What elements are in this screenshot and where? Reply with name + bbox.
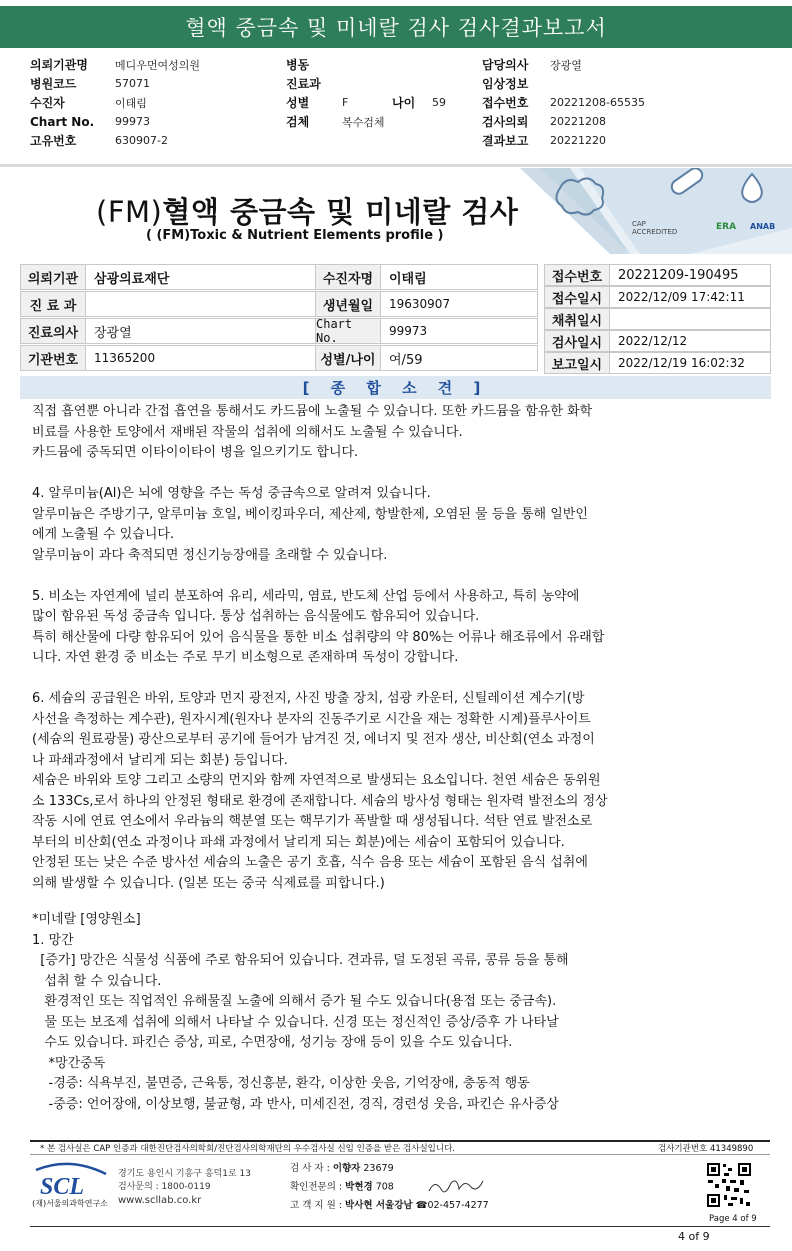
summary-line: 세슘은 바위와 토양 그리고 소량의 먼지와 함께 자연적으로 발생되는 요소입니다. 천연 세슘은 동위원 bbox=[32, 773, 601, 788]
info-value: 이태림 bbox=[380, 264, 538, 290]
info-value: 99973 bbox=[380, 318, 538, 344]
summary-line: 니다. 자연 환경 중 비소는 주로 무기 비소형으로 존재하며 독성이 강합니다. bbox=[32, 650, 459, 665]
lab-name: (재)서울의과학연구소 bbox=[32, 1199, 108, 1208]
summary-line: 안정된 또는 낮은 수준 방사선 세슘의 노출은 공기 호흡, 식수 음용 또는 세슘이 포함된 음식 섭취에 bbox=[32, 855, 588, 870]
logo-text: SCL bbox=[40, 1174, 85, 1200]
info-label: 생년월일 bbox=[315, 291, 381, 317]
qr-code-icon bbox=[706, 1162, 752, 1208]
info-label: 수진자명 bbox=[315, 264, 381, 290]
mineral-line: 물 또는 보조제 섭취에 의해서 나타날 수 있습니다. 신경 또는 정신적인 증상/증후 가 나타날 bbox=[32, 1014, 559, 1030]
scl-logo bbox=[30, 1160, 110, 1220]
summary-line: 소 133Cs,로서 하나의 안정된 형태로 환경에 존재합니다. 세슘의 방사성 형태는 원자력 발전소의 정상 bbox=[32, 793, 608, 809]
header-key: 임상정보 bbox=[482, 77, 529, 91]
summary-line: 의해 발생할 수 있습니다. (일본 또는 중국 식제료를 피합니다.) bbox=[32, 875, 385, 891]
header-value: 59 bbox=[432, 96, 446, 109]
mineral-line: -중증: 언어장애, 이상보행, 불균형, 과 반사, 미세진전, 경직, 경련성 웃음, 파킨슨 유사증상 bbox=[32, 1096, 559, 1112]
mineral-section bbox=[32, 910, 772, 1115]
decorative-graphic bbox=[520, 168, 792, 254]
info-label: 채취일시 bbox=[544, 308, 610, 330]
header-key: 나이 bbox=[392, 96, 416, 110]
summary-line: 직접 흡연뿐 아니라 간접 흡연을 통해서도 카드뮴에 노출될 수 있습니다. 또한 카드뮴을 함유한 화학 bbox=[32, 404, 593, 419]
signatures bbox=[290, 1160, 489, 1214]
header-value: 20221208-65535 bbox=[550, 96, 645, 109]
summary-line: 많이 함유된 독성 중금속 입니다. 통상 섭취하는 음식물에도 함유되어 있습니다. bbox=[32, 609, 480, 624]
header-value: 장광열 bbox=[550, 58, 582, 72]
header-key: 검사의뢰 bbox=[482, 115, 529, 129]
info-value: 20221209-190495 bbox=[609, 264, 771, 286]
handwritten-signature bbox=[427, 1177, 487, 1197]
lab-number: 검사기관번호 41349890 bbox=[658, 1144, 754, 1154]
summary-line: 특히 해산물에 다량 함유되어 있어 음식물을 통한 비소 섭취량의 약 80%는 어류나 해조류에서 유래합 bbox=[32, 629, 605, 645]
summary-line: 에게 노출될 수 있습니다. bbox=[32, 527, 175, 542]
summary-line: 카드뮴에 중독되면 이타이이타이 병을 일으키기도 합니다. bbox=[32, 445, 359, 460]
info-label: 성별/나이 bbox=[315, 345, 381, 371]
info-label: 기관번호 bbox=[20, 345, 86, 371]
sig-no: 23679 bbox=[363, 1163, 394, 1174]
address-line: 경기도 용인시 기흥구 흥덕1로 13 bbox=[118, 1169, 251, 1179]
header-key: 의뢰기관명 bbox=[30, 58, 88, 72]
header-key: 검체 bbox=[286, 115, 310, 129]
header-value: 이태림 bbox=[115, 96, 147, 110]
header-value: 57071 bbox=[115, 77, 150, 90]
header-key: 성별 bbox=[286, 96, 310, 110]
cap-badge: CAP ACCREDITED bbox=[632, 220, 678, 236]
header-key: Chart No. bbox=[30, 114, 95, 129]
certification-note: * 본 검사실은 CAP 인증과 대한진단검사의학회/진단검사의학재단의 우수검사실 신임 인증을 받은 검사실입니다. bbox=[40, 1144, 455, 1154]
header-value: 99973 bbox=[115, 115, 150, 128]
page-indicator: 4 of 9 bbox=[678, 1230, 710, 1243]
header-value: 메디우먼여성의원 bbox=[115, 58, 201, 72]
summary-line: 6. 세슘의 공급원은 바위, 토양과 먼지 광전지, 사진 방출 장치, 섬광 카운터, 신틸레이션 계수기(방 bbox=[32, 691, 585, 706]
info-value: 2022/12/12 bbox=[609, 330, 771, 352]
summary-line: 나 파쇄과정에서 날리게 되는 회분) 등입니다. bbox=[32, 752, 288, 768]
info-value bbox=[85, 291, 316, 317]
summary-line: 사선을 측정하는 계수관), 원자시계(원자나 분자의 진동주기로 시간을 재는 정확한 시계)플루사이트 bbox=[32, 711, 591, 727]
mineral-line: *미네랄 [영양원소] bbox=[32, 912, 141, 927]
info-label: Chart No. bbox=[315, 318, 381, 344]
summary-line: 5. 비소는 자연계에 널리 분포하여 유리, 세라믹, 염료, 반도체 산업 등에서 사용하고, 특히 농약에 bbox=[32, 588, 580, 604]
header-key: 접수번호 bbox=[482, 96, 529, 110]
info-value: 11365200 bbox=[85, 345, 316, 371]
sig-name: 이향자 bbox=[332, 1163, 361, 1174]
sig-name: 박현경 bbox=[345, 1181, 373, 1193]
mineral-line: -경증: 식욕부진, 불면증, 근육통, 정신흥분, 환각, 이상한 웃음, 기억장애, 충동적 행동 bbox=[32, 1076, 530, 1091]
test-subtitle: ( (FM)Toxic & Nutrient Elements profile ) bbox=[146, 228, 444, 243]
page-indicator-small: Page 4 of 9 bbox=[709, 1214, 757, 1224]
sig-key: 검 사 자 : bbox=[290, 1163, 330, 1174]
info-value: 2022/12/09 17:42:11 bbox=[609, 286, 771, 308]
mineral-line: 환경적인 또는 직업적인 유해물질 노출에 의해서 증가 될 수도 있습니다(용접 또는 중금속). bbox=[32, 994, 557, 1009]
sig-key: 확인전문의 : bbox=[290, 1181, 343, 1193]
anab-badge: ANAB bbox=[750, 222, 776, 231]
summary-body bbox=[32, 402, 772, 894]
header-value: F bbox=[342, 96, 349, 109]
info-value: 19630907 bbox=[380, 291, 538, 317]
summary-line: 작동 시에 연료 연소에서 우라늄의 핵분열 또는 핵무기가 폭발할 때 생성됩니다. 석탄 연료 발전소로 bbox=[32, 814, 593, 829]
footer-divider bbox=[30, 1226, 770, 1227]
info-label: 의뢰기관 bbox=[20, 264, 86, 290]
info-label: 검사일시 bbox=[544, 330, 610, 352]
header-value: 20221208 bbox=[550, 115, 606, 128]
phone-line: 검사문의 : 1800-0119 bbox=[118, 1182, 211, 1192]
summary-line: 비료를 사용한 토양에서 재배된 작물의 섭취에 의해서도 노출될 수 있습니다. bbox=[32, 424, 463, 440]
blank-line bbox=[32, 464, 772, 485]
footer-divider bbox=[30, 1154, 770, 1155]
summary-line: 알루미늄은 주방기구, 알루미늄 호일, 베이킹파우더, 제산제, 항발한제, 오염된 물 등을 통해 일반인 bbox=[32, 506, 588, 522]
lab-address bbox=[118, 1168, 251, 1207]
mineral-line: [증가] 망간은 식물성 식품에 주로 함유되어 있습니다. 견과류, 덜 도정된 곡류, 콩류 등을 통해 bbox=[32, 953, 569, 968]
patient-info-table bbox=[20, 264, 771, 374]
website-link[interactable]: www.scllab.co.kr bbox=[118, 1195, 202, 1206]
info-value bbox=[609, 308, 771, 330]
title-prefix: (FM) bbox=[96, 195, 163, 229]
sig-key: 고 객 지 원 : bbox=[290, 1200, 342, 1211]
blank-line bbox=[32, 669, 772, 690]
header-value: 630907-2 bbox=[115, 134, 168, 147]
info-value: 삼광의료재단 bbox=[85, 264, 316, 290]
header-value: 복수검체 bbox=[342, 115, 385, 129]
sig-no: 708 bbox=[375, 1181, 394, 1193]
summary-line: 4. 알루미늄(Al)은 뇌에 영향을 주는 독성 중금속으로 알려져 있습니다. bbox=[32, 486, 431, 501]
info-label: 접수번호 bbox=[544, 264, 610, 286]
test-title bbox=[96, 190, 518, 231]
report-banner-title: 혈액 중금속 및 미네랄 검사 검사결과보고서 bbox=[0, 6, 792, 48]
header-key: 병동 bbox=[286, 58, 310, 72]
mineral-line: 수도 있습니다. 파킨슨 증상, 피로, 수면장애, 성기능 장애 등이 있을 수도 있습니다. bbox=[32, 1035, 513, 1050]
info-label: 보고일시 bbox=[544, 352, 610, 374]
support-phone: ☎02-457-4277 bbox=[415, 1200, 489, 1211]
title-main-text: 혈액 중금속 및 미네랄 검사 bbox=[162, 195, 519, 229]
info-value: 2022/12/19 16:02:32 bbox=[609, 352, 771, 374]
summary-line: (세슘의 원료광물) 광산으로부터 공기에 들어가 남겨진 것, 에너지 및 전자 생산, 비산회(연소 과정이 bbox=[32, 732, 595, 747]
header-key: 고유번호 bbox=[30, 134, 77, 148]
header-key: 진료과 bbox=[286, 77, 321, 91]
era-badge: ERA bbox=[716, 222, 737, 232]
header-divider bbox=[0, 164, 792, 167]
header-value: 20221220 bbox=[550, 134, 606, 147]
info-label: 진료의사 bbox=[20, 318, 86, 344]
info-value: 장광열 bbox=[85, 318, 316, 344]
summary-line: 부터의 비산회(연소 과정이나 파쇄 과정에서 날리게 되는 회분)에는 세슘이 포함되어 있습니다. bbox=[32, 834, 565, 850]
mineral-line: *망간중독 bbox=[32, 1055, 106, 1071]
info-label: 진 료 과 bbox=[20, 291, 86, 317]
header-key: 결과보고 bbox=[482, 134, 529, 148]
summary-header: [ 종 합 소 견 ] bbox=[20, 376, 771, 399]
info-value: 여/59 bbox=[380, 345, 538, 371]
mineral-line: 1. 망간 bbox=[32, 932, 74, 948]
summary-line: 알루미늄이 과다 축적되면 정신기능장애를 초래할 수 있습니다. bbox=[32, 547, 388, 563]
header-key: 담당의사 bbox=[482, 58, 529, 72]
support-name: 박사현 서울강남 bbox=[345, 1200, 413, 1211]
info-label: 접수일시 bbox=[544, 286, 610, 308]
test-title-area bbox=[0, 168, 792, 258]
header-key: 병원코드 bbox=[30, 77, 77, 91]
mineral-line: 섭취 할 수 있습니다. bbox=[32, 973, 162, 989]
header-key: 수진자 bbox=[30, 96, 65, 110]
blank-line bbox=[32, 566, 772, 587]
